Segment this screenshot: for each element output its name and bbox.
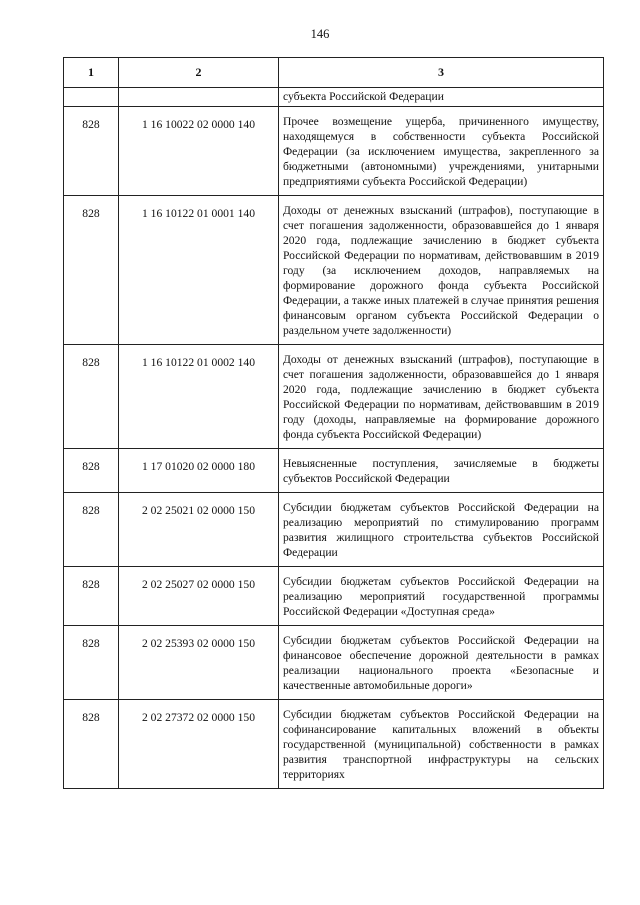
table-row [64,196,604,345]
budget-code-cell: 1 16 10122 01 0002 140 [119,345,279,449]
admin-code-cell: 828 [64,567,119,626]
column-header-2: 2 [119,58,279,88]
admin-code-cell: 828 [64,107,119,196]
table-row [64,567,604,626]
budget-code-cell: 2 02 25027 02 0000 150 [119,567,279,626]
table-row [64,493,604,567]
admin-code-cell: 828 [64,196,119,345]
description-cell: субъекта Российской Федерации [279,88,604,107]
header-row [64,58,604,88]
admin-code-cell [64,88,119,107]
budget-code-cell [119,88,279,107]
description-cell: Субсидии бюджетам субъектов Российской Федерации на реализацию мероприятий по стимулированию программ развития жилищного строительства субъектов Российской Федерации [279,493,604,567]
table-row [64,700,604,789]
table-row [64,345,604,449]
table-row [64,88,604,107]
admin-code-cell: 828 [64,626,119,700]
table-row [64,107,604,196]
description-cell: Доходы от денежных взысканий (штрафов), поступающие в счет погашения задолженности, образовавшейся до 1 января 2020 года, подлежащие зачислению в бюджет субъекта Российской Федерации по нормативам, действовавшим в 2019 году (доходы, направляемые на формирование дорожного фонда субъекта Российской Федерации) [279,345,604,449]
admin-code-cell: 828 [64,493,119,567]
budget-code-cell: 2 02 25393 02 0000 150 [119,626,279,700]
description-cell: Субсидии бюджетам субъектов Российской Федерации на софинансирование капитальных вложений в объекты государственной (муниципальной) собственности в рамках развития транспортной инфраструктуры на сельских территориях [279,700,604,789]
admin-code-cell: 828 [64,449,119,493]
admin-code-cell: 828 [64,700,119,789]
budget-code-cell: 1 17 01020 02 0000 180 [119,449,279,493]
table-row [64,449,604,493]
budget-code-cell: 1 16 10022 02 0000 140 [119,107,279,196]
budget-code-cell: 2 02 25021 02 0000 150 [119,493,279,567]
page-number: 146 [310,27,330,41]
description-cell: Субсидии бюджетам субъектов Российской Федерации на финансовое обеспечение дорожной деятельности в рамках реализации национального проекта «Безопасные и качественные автомобильные дороги» [279,626,604,700]
description-cell: Невыясненные поступления, зачисляемые в бюджеты субъектов Российской Федерации [279,449,604,493]
budget-code-cell: 1 16 10122 01 0001 140 [119,196,279,345]
description-cell: Прочее возмещение ущерба, причиненного имуществу, находящемуся в собственности субъекта Российской Федерации (за исключением имущества, закрепленного за бюджетными (автономными) учреждениями, унитарными предприятиями субъекта Российской Федерации) [279,107,604,196]
description-cell: Субсидии бюджетам субъектов Российской Федерации на реализацию мероприятий государственной программы Российской Федерации «Доступная среда» [279,567,604,626]
revenue-codes-table [63,57,604,789]
column-header-3: 3 [279,58,604,88]
column-header-1: 1 [64,58,119,88]
description-cell: Доходы от денежных взысканий (штрафов), поступающие в счет погашения задолженности, образовавшейся до 1 января 2020 года, подлежащие зачислению в бюджет субъекта Российской Федерации по нормативам, действовавшим в 2019 году (за исключением доходов, направляемых на формирование дорожного фонда субъекта Российской Федерации, а также иных платежей в случае принятия решения финансовым органом субъекта Российской Федерации о раздельном учете задолженности) [279,196,604,345]
admin-code-cell: 828 [64,345,119,449]
table-row [64,626,604,700]
budget-code-cell: 2 02 27372 02 0000 150 [119,700,279,789]
